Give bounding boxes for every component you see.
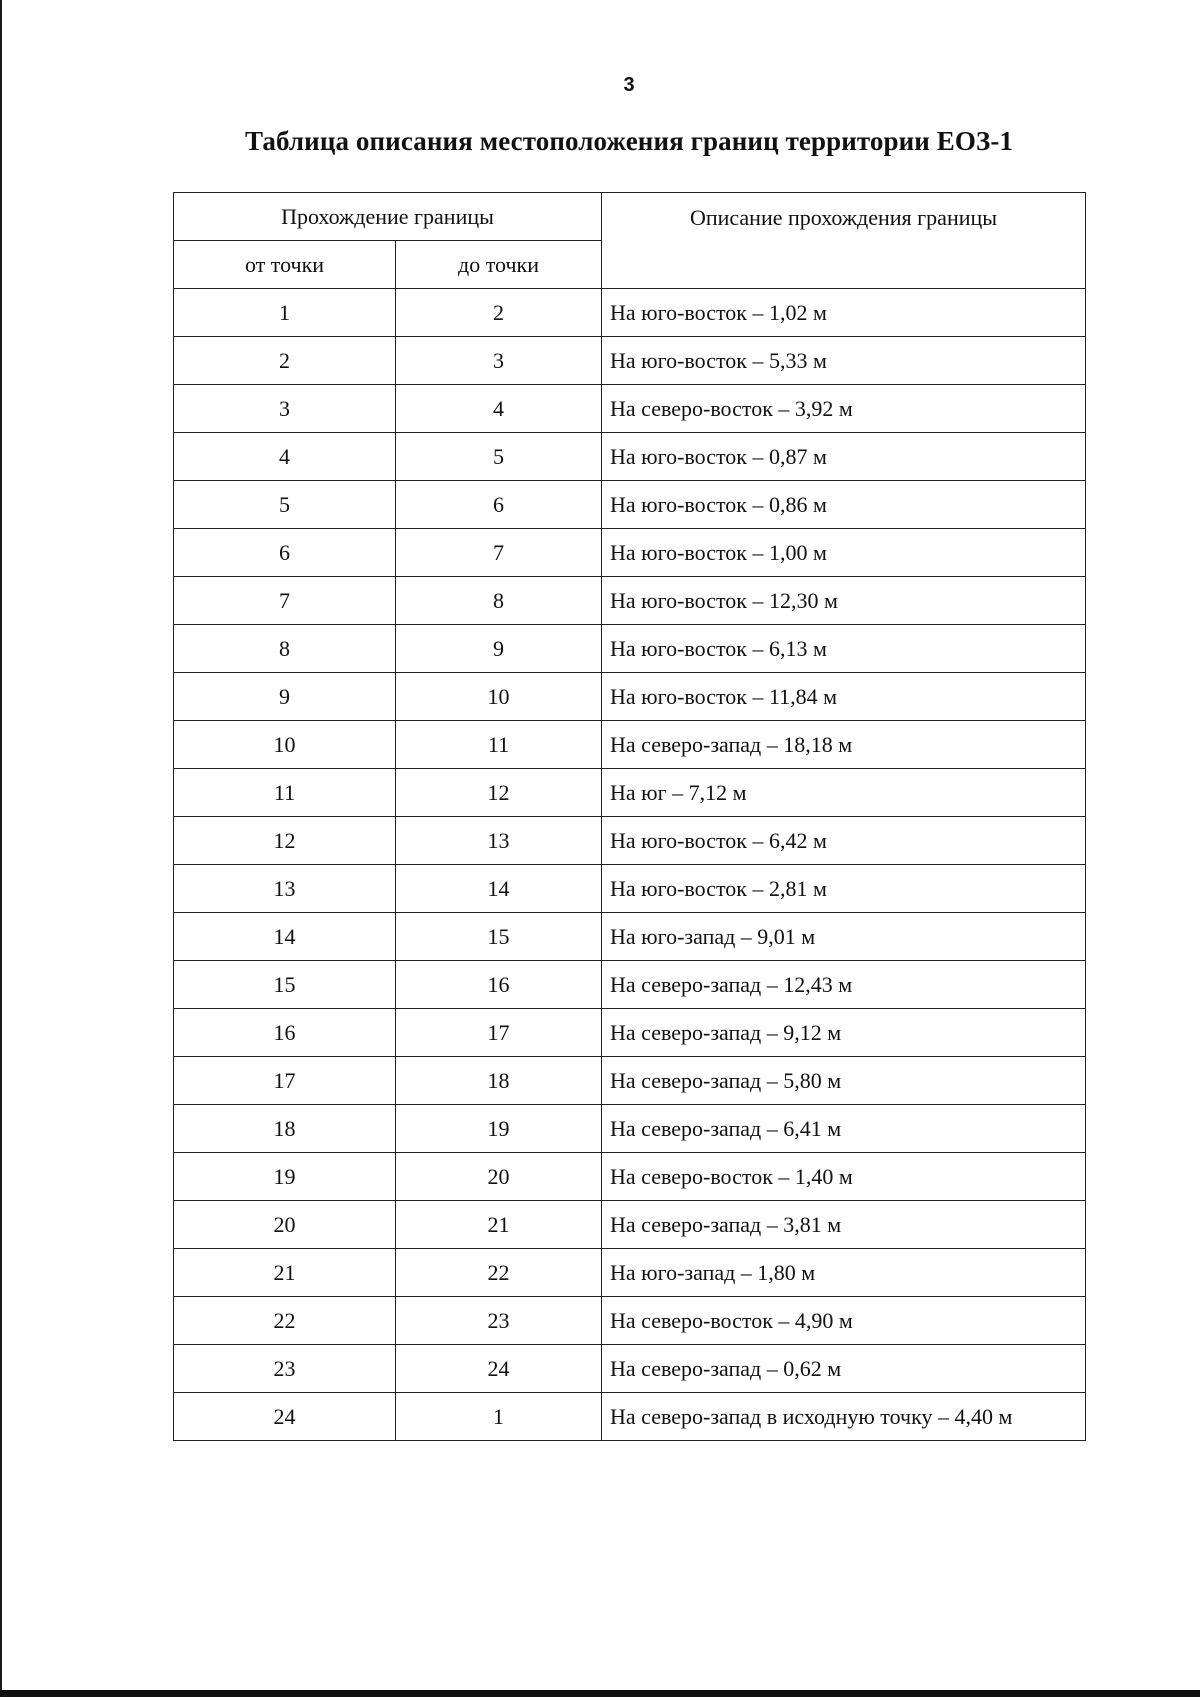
table-row	[174, 1345, 1086, 1393]
cell-description: На юго-восток – 1,02 м	[602, 289, 1086, 337]
cell-from-point: 17	[174, 1057, 396, 1105]
cell-from-point: 13	[174, 865, 396, 913]
table-row	[174, 1297, 1086, 1345]
table-row	[174, 1249, 1086, 1297]
header-to-point: до точки	[396, 241, 602, 289]
cell-to-point: 12	[396, 769, 602, 817]
cell-to-point: 3	[396, 337, 602, 385]
cell-from-point: 20	[174, 1201, 396, 1249]
table-row	[174, 385, 1086, 433]
cell-to-point: 19	[396, 1105, 602, 1153]
table-row	[174, 673, 1086, 721]
page-number: 3	[623, 74, 635, 96]
table-row	[174, 289, 1086, 337]
cell-from-point: 6	[174, 529, 396, 577]
cell-from-point: 16	[174, 1009, 396, 1057]
cell-description: На северо-запад – 6,41 м	[602, 1105, 1086, 1153]
cell-description: На юго-восток – 12,30 м	[602, 577, 1086, 625]
table-row	[174, 481, 1086, 529]
table-row	[174, 1009, 1086, 1057]
cell-from-point: 3	[174, 385, 396, 433]
cell-to-point: 20	[396, 1153, 602, 1201]
cell-description: На юго-восток – 0,87 м	[602, 433, 1086, 481]
cell-from-point: 5	[174, 481, 396, 529]
cell-from-point: 10	[174, 721, 396, 769]
page-title: Таблица описания местоположения границ территории ЕОЗ-1	[244, 126, 1014, 156]
cell-from-point: 15	[174, 961, 396, 1009]
cell-to-point: 13	[396, 817, 602, 865]
table-row	[174, 577, 1086, 625]
cell-to-point: 2	[396, 289, 602, 337]
cell-to-point: 24	[396, 1345, 602, 1393]
cell-description: На северо-восток – 4,90 м	[602, 1297, 1086, 1345]
cell-to-point: 23	[396, 1297, 602, 1345]
table-row	[174, 961, 1086, 1009]
table-body	[174, 289, 1086, 1441]
cell-description: На северо-запад – 3,81 м	[602, 1201, 1086, 1249]
cell-to-point: 10	[396, 673, 602, 721]
cell-from-point: 4	[174, 433, 396, 481]
cell-to-point: 16	[396, 961, 602, 1009]
cell-from-point: 24	[174, 1393, 396, 1441]
table-row	[174, 529, 1086, 577]
cell-description: На юг – 7,12 м	[602, 769, 1086, 817]
table-row	[174, 721, 1086, 769]
cell-to-point: 17	[396, 1009, 602, 1057]
table-row	[174, 865, 1086, 913]
cell-to-point: 6	[396, 481, 602, 529]
cell-description: На северо-восток – 3,92 м	[602, 385, 1086, 433]
cell-to-point: 21	[396, 1201, 602, 1249]
cell-from-point: 18	[174, 1105, 396, 1153]
cell-description: На юго-восток – 1,00 м	[602, 529, 1086, 577]
cell-to-point: 4	[396, 385, 602, 433]
cell-to-point: 5	[396, 433, 602, 481]
cell-description: На северо-запад в исходную точку – 4,40 м	[602, 1393, 1086, 1441]
cell-description: На юго-запад – 9,01 м	[602, 913, 1086, 961]
cell-to-point: 1	[396, 1393, 602, 1441]
cell-from-point: 1	[174, 289, 396, 337]
table-row	[174, 1105, 1086, 1153]
header-description: Описание прохождения границы	[602, 193, 1086, 289]
boundary-table	[173, 192, 1086, 1441]
cell-description: На юго-восток – 0,86 м	[602, 481, 1086, 529]
cell-description: На юго-восток – 2,81 м	[602, 865, 1086, 913]
table-row	[174, 337, 1086, 385]
cell-description: На юго-восток – 11,84 м	[602, 673, 1086, 721]
header-from-point: от точки	[174, 241, 396, 289]
header-row-top	[174, 193, 1086, 241]
cell-to-point: 14	[396, 865, 602, 913]
cell-from-point: 14	[174, 913, 396, 961]
cell-to-point: 22	[396, 1249, 602, 1297]
scan-edge-bottom	[0, 1690, 1200, 1697]
table-row	[174, 433, 1086, 481]
table-row	[174, 817, 1086, 865]
cell-description: На северо-восток – 1,40 м	[602, 1153, 1086, 1201]
table-row	[174, 769, 1086, 817]
header-boundary-passage: Прохождение границы	[174, 193, 602, 241]
cell-description: На северо-запад – 12,43 м	[602, 961, 1086, 1009]
cell-from-point: 8	[174, 625, 396, 673]
cell-description: На северо-запад – 0,62 м	[602, 1345, 1086, 1393]
table-row	[174, 913, 1086, 961]
cell-from-point: 7	[174, 577, 396, 625]
cell-from-point: 2	[174, 337, 396, 385]
cell-from-point: 12	[174, 817, 396, 865]
cell-from-point: 21	[174, 1249, 396, 1297]
cell-to-point: 7	[396, 529, 602, 577]
cell-description: На северо-запад – 18,18 м	[602, 721, 1086, 769]
cell-to-point: 15	[396, 913, 602, 961]
cell-to-point: 18	[396, 1057, 602, 1105]
cell-from-point: 22	[174, 1297, 396, 1345]
table-header	[174, 193, 1086, 289]
cell-to-point: 11	[396, 721, 602, 769]
table-row	[174, 1393, 1086, 1441]
cell-description: На юго-запад – 1,80 м	[602, 1249, 1086, 1297]
cell-description: На юго-восток – 6,13 м	[602, 625, 1086, 673]
scan-edge-left	[0, 0, 2, 1697]
table-row	[174, 1201, 1086, 1249]
table-row	[174, 1057, 1086, 1105]
cell-to-point: 8	[396, 577, 602, 625]
cell-from-point: 9	[174, 673, 396, 721]
table-row	[174, 625, 1086, 673]
table-row	[174, 1153, 1086, 1201]
cell-description: На северо-запад – 5,80 м	[602, 1057, 1086, 1105]
cell-description: На юго-восток – 6,42 м	[602, 817, 1086, 865]
cell-description: На северо-запад – 9,12 м	[602, 1009, 1086, 1057]
cell-from-point: 23	[174, 1345, 396, 1393]
cell-from-point: 11	[174, 769, 396, 817]
cell-description: На юго-восток – 5,33 м	[602, 337, 1086, 385]
cell-from-point: 19	[174, 1153, 396, 1201]
cell-to-point: 9	[396, 625, 602, 673]
